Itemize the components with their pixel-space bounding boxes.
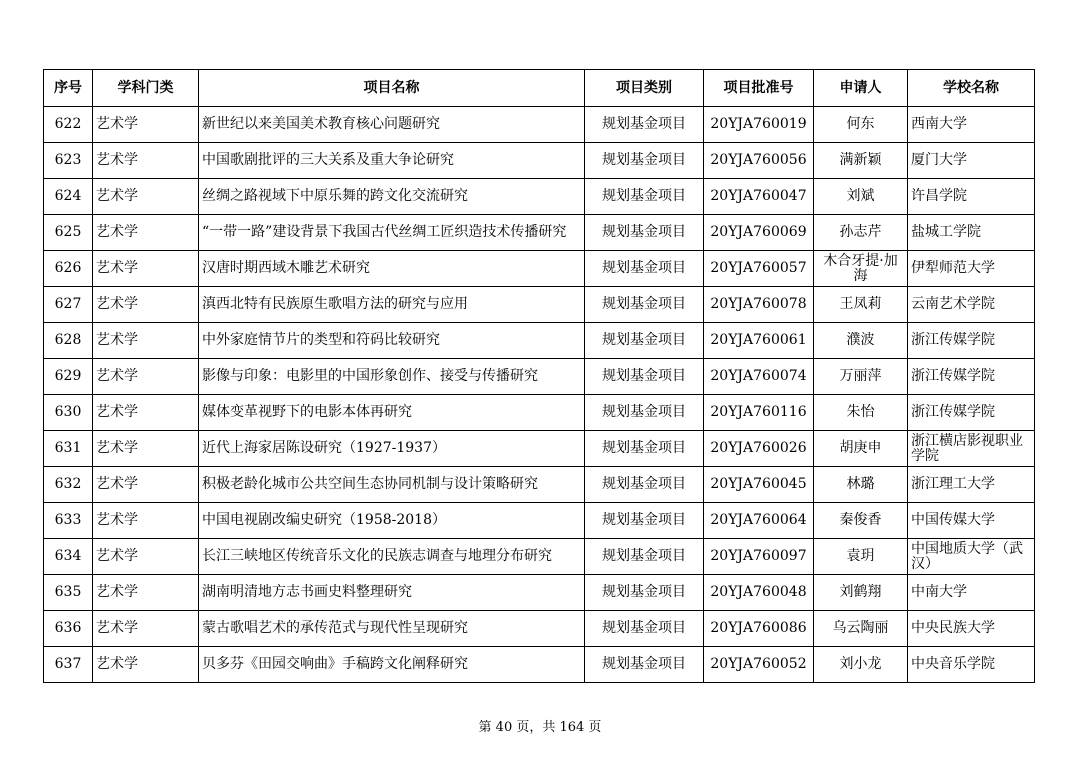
cell-index: 624 xyxy=(44,179,93,215)
cell-project-type: 规划基金项目 xyxy=(585,395,704,431)
table-row xyxy=(44,287,1035,323)
cell-project-type: 规划基金项目 xyxy=(585,431,704,467)
table-row xyxy=(44,611,1035,647)
cell-applicant: 孙志芹 xyxy=(814,215,908,251)
cell-approval-number: 20YJA760116 xyxy=(704,395,814,431)
cell-project-type: 规划基金项目 xyxy=(585,179,704,215)
cell-index: 630 xyxy=(44,395,93,431)
cell-discipline: 艺术学 xyxy=(93,503,199,539)
table-row xyxy=(44,215,1035,251)
header-approval-number: 项目批准号 xyxy=(704,70,814,107)
cell-applicant: 朱怡 xyxy=(814,395,908,431)
cell-index: 628 xyxy=(44,323,93,359)
cell-approval-number: 20YJA760061 xyxy=(704,323,814,359)
cell-applicant: 胡庚申 xyxy=(814,431,908,467)
cell-project-name: 蒙古歌唱艺术的承传范式与现代性呈现研究 xyxy=(199,611,585,647)
cell-project-type: 规划基金项目 xyxy=(585,251,704,287)
cell-school: 中央民族大学 xyxy=(908,611,1035,647)
cell-applicant: 木合牙提·加海 xyxy=(814,251,908,287)
table-row xyxy=(44,107,1035,143)
cell-discipline: 艺术学 xyxy=(93,215,199,251)
header-applicant: 申请人 xyxy=(814,70,908,107)
cell-applicant: 林璐 xyxy=(814,467,908,503)
cell-school: 厦门大学 xyxy=(908,143,1035,179)
cell-applicant: 何东 xyxy=(814,107,908,143)
header-row xyxy=(44,70,1035,107)
cell-index: 623 xyxy=(44,143,93,179)
cell-project-name: 湖南明清地方志书画史料整理研究 xyxy=(199,575,585,611)
table-row xyxy=(44,395,1035,431)
cell-approval-number: 20YJA760064 xyxy=(704,503,814,539)
table-row xyxy=(44,575,1035,611)
cell-project-type: 规划基金项目 xyxy=(585,215,704,251)
cell-applicant: 刘斌 xyxy=(814,179,908,215)
cell-project-name: 近代上海家居陈设研究（1927-1937） xyxy=(199,431,585,467)
cell-approval-number: 20YJA760026 xyxy=(704,431,814,467)
table-row xyxy=(44,143,1035,179)
cell-project-type: 规划基金项目 xyxy=(585,143,704,179)
cell-project-type: 规划基金项目 xyxy=(585,107,704,143)
header-index: 序号 xyxy=(44,70,93,107)
cell-discipline: 艺术学 xyxy=(93,467,199,503)
header-discipline: 学科门类 xyxy=(93,70,199,107)
cell-school: 浙江理工大学 xyxy=(908,467,1035,503)
cell-discipline: 艺术学 xyxy=(93,179,199,215)
cell-project-name: 影像与印象：电影里的中国形象创作、接受与传播研究 xyxy=(199,359,585,395)
cell-project-type: 规划基金项目 xyxy=(585,611,704,647)
cell-applicant: 王凤莉 xyxy=(814,287,908,323)
cell-school: 中国地质大学（武汉） xyxy=(908,539,1035,575)
cell-school: 盐城工学院 xyxy=(908,215,1035,251)
header-project-name: 项目名称 xyxy=(199,70,585,107)
table-row xyxy=(44,179,1035,215)
cell-project-type: 规划基金项目 xyxy=(585,287,704,323)
cell-project-name: 丝绸之路视域下中原乐舞的跨文化交流研究 xyxy=(199,179,585,215)
cell-discipline: 艺术学 xyxy=(93,143,199,179)
cell-school: 浙江横店影视职业学院 xyxy=(908,431,1035,467)
page-footer: 第 40 页，共 164 页 xyxy=(478,720,602,735)
cell-approval-number: 20YJA760097 xyxy=(704,539,814,575)
cell-discipline: 艺术学 xyxy=(93,539,199,575)
cell-project-type: 规划基金项目 xyxy=(585,647,704,683)
cell-approval-number: 20YJA760069 xyxy=(704,215,814,251)
cell-discipline: 艺术学 xyxy=(93,431,199,467)
cell-approval-number: 20YJA760052 xyxy=(704,647,814,683)
table-body xyxy=(44,107,1035,683)
cell-project-type: 规划基金项目 xyxy=(585,503,704,539)
cell-discipline: 艺术学 xyxy=(93,251,199,287)
cell-approval-number: 20YJA760057 xyxy=(704,251,814,287)
cell-applicant: 万丽萍 xyxy=(814,359,908,395)
cell-index: 625 xyxy=(44,215,93,251)
cell-school: 云南艺术学院 xyxy=(908,287,1035,323)
cell-school: 浙江传媒学院 xyxy=(908,395,1035,431)
table-row xyxy=(44,431,1035,467)
table-row xyxy=(44,503,1035,539)
cell-project-name: 新世纪以来美国美术教育核心问题研究 xyxy=(199,107,585,143)
cell-project-type: 规划基金项目 xyxy=(585,359,704,395)
cell-project-name: 汉唐时期西域木雕艺术研究 xyxy=(199,251,585,287)
cell-discipline: 艺术学 xyxy=(93,359,199,395)
cell-approval-number: 20YJA760047 xyxy=(704,179,814,215)
cell-school: 西南大学 xyxy=(908,107,1035,143)
cell-school: 浙江传媒学院 xyxy=(908,359,1035,395)
cell-approval-number: 20YJA760086 xyxy=(704,611,814,647)
cell-school: 浙江传媒学院 xyxy=(908,323,1035,359)
table-row xyxy=(44,359,1035,395)
table-row xyxy=(44,323,1035,359)
cell-applicant: 满新颖 xyxy=(814,143,908,179)
project-table xyxy=(43,69,1035,683)
cell-applicant: 刘小龙 xyxy=(814,647,908,683)
cell-applicant: 乌云陶丽 xyxy=(814,611,908,647)
cell-school: 许昌学院 xyxy=(908,179,1035,215)
cell-applicant: 秦俊香 xyxy=(814,503,908,539)
cell-approval-number: 20YJA760078 xyxy=(704,287,814,323)
cell-discipline: 艺术学 xyxy=(93,287,199,323)
cell-project-name: “一带一路”建设背景下我国古代丝绸工匠织造技术传播研究 xyxy=(199,215,585,251)
cell-project-name: 中国歌剧批评的三大关系及重大争论研究 xyxy=(199,143,585,179)
cell-index: 635 xyxy=(44,575,93,611)
cell-approval-number: 20YJA760074 xyxy=(704,359,814,395)
cell-applicant: 濮波 xyxy=(814,323,908,359)
cell-school: 中央音乐学院 xyxy=(908,647,1035,683)
cell-project-type: 规划基金项目 xyxy=(585,575,704,611)
cell-project-name: 积极老龄化城市公共空间生态协同机制与设计策略研究 xyxy=(199,467,585,503)
cell-school: 中国传媒大学 xyxy=(908,503,1035,539)
cell-project-type: 规划基金项目 xyxy=(585,323,704,359)
cell-approval-number: 20YJA760048 xyxy=(704,575,814,611)
cell-index: 627 xyxy=(44,287,93,323)
cell-discipline: 艺术学 xyxy=(93,647,199,683)
header-school: 学校名称 xyxy=(908,70,1035,107)
cell-discipline: 艺术学 xyxy=(93,323,199,359)
cell-index: 633 xyxy=(44,503,93,539)
cell-project-name: 贝多芬《田园交响曲》手稿跨文化阐释研究 xyxy=(199,647,585,683)
cell-school: 中南大学 xyxy=(908,575,1035,611)
cell-school: 伊犁师范大学 xyxy=(908,251,1035,287)
table-row xyxy=(44,467,1035,503)
table-row xyxy=(44,539,1035,575)
cell-index: 629 xyxy=(44,359,93,395)
cell-index: 632 xyxy=(44,467,93,503)
table-row xyxy=(44,647,1035,683)
cell-index: 636 xyxy=(44,611,93,647)
cell-discipline: 艺术学 xyxy=(93,107,199,143)
cell-approval-number: 20YJA760056 xyxy=(704,143,814,179)
cell-index: 634 xyxy=(44,539,93,575)
cell-project-type: 规划基金项目 xyxy=(585,539,704,575)
cell-project-name: 滇西北特有民族原生歌唱方法的研究与应用 xyxy=(199,287,585,323)
cell-project-name: 中国电视剧改编史研究（1958-2018） xyxy=(199,503,585,539)
cell-approval-number: 20YJA760019 xyxy=(704,107,814,143)
table-row xyxy=(44,251,1035,287)
cell-approval-number: 20YJA760045 xyxy=(704,467,814,503)
cell-index: 637 xyxy=(44,647,93,683)
cell-project-name: 中外家庭情节片的类型和符码比较研究 xyxy=(199,323,585,359)
cell-applicant: 袁玥 xyxy=(814,539,908,575)
cell-index: 631 xyxy=(44,431,93,467)
cell-project-type: 规划基金项目 xyxy=(585,467,704,503)
cell-discipline: 艺术学 xyxy=(93,395,199,431)
cell-project-name: 媒体变革视野下的电影本体再研究 xyxy=(199,395,585,431)
cell-index: 626 xyxy=(44,251,93,287)
cell-discipline: 艺术学 xyxy=(93,611,199,647)
cell-discipline: 艺术学 xyxy=(93,575,199,611)
header-project-type: 项目类别 xyxy=(585,70,704,107)
cell-index: 622 xyxy=(44,107,93,143)
cell-project-name: 长江三峡地区传统音乐文化的民族志调查与地理分布研究 xyxy=(199,539,585,575)
cell-applicant: 刘鹤翔 xyxy=(814,575,908,611)
